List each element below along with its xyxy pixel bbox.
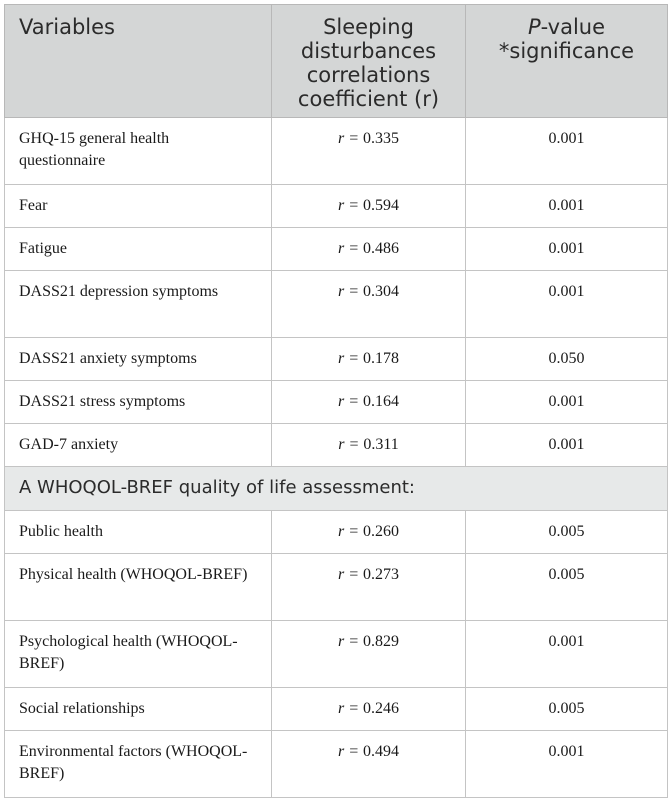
p-cell: 0.050 <box>466 338 668 381</box>
r-cell <box>272 381 466 424</box>
variable-cell: Fear <box>5 185 272 228</box>
r-prefix: r = <box>337 743 364 760</box>
r-cell <box>272 621 466 688</box>
table-row <box>5 118 668 185</box>
r-value: 0.273 <box>363 566 400 583</box>
p-cell: 0.001 <box>466 185 668 228</box>
variable-cell: DASS21 stress symptoms <box>5 381 272 424</box>
r-value: 0.829 <box>363 633 400 650</box>
variable-cell: GHQ-15 general health questionnaire <box>5 118 272 185</box>
section-row <box>5 467 668 511</box>
table-header-row <box>5 5 668 118</box>
r-prefix: r = <box>337 350 364 367</box>
r-cell <box>272 338 466 381</box>
r-value: 0.594 <box>363 197 400 214</box>
r-cell <box>272 511 466 554</box>
variable-cell: GAD-7 anxiety <box>5 424 272 467</box>
p-cell: 0.001 <box>466 731 668 798</box>
table-row <box>5 381 668 424</box>
variable-cell: Psychological health (WHOQOL-BREF) <box>5 621 272 688</box>
p-cell: 0.001 <box>466 228 668 271</box>
r-value: 0.494 <box>363 743 400 760</box>
variable-cell: Environmental factors (WHOQOL-BREF) <box>5 731 272 798</box>
header-p-value <box>466 5 668 118</box>
p-cell: 0.001 <box>466 118 668 185</box>
table-row <box>5 731 668 798</box>
p-cell: 0.001 <box>466 271 668 338</box>
r-prefix: r = <box>337 700 364 717</box>
header-correlation-coefficient: Sleeping disturbances correlations coefficient (r) <box>272 5 466 118</box>
r-cell <box>272 118 466 185</box>
p-cell: 0.001 <box>466 381 668 424</box>
p-cell: 0.001 <box>466 424 668 467</box>
table-row <box>5 621 668 688</box>
r-prefix: r = <box>337 240 364 257</box>
table-row <box>5 554 668 621</box>
table-row <box>5 338 668 381</box>
r-cell <box>272 228 466 271</box>
r-prefix: r = <box>337 566 364 583</box>
header-p-italic: P <box>527 15 541 39</box>
r-value: 0.178 <box>363 350 400 367</box>
r-cell <box>272 554 466 621</box>
variable-cell: Social relationships <box>5 688 272 731</box>
r-value: 0.164 <box>363 393 400 410</box>
table-row <box>5 228 668 271</box>
p-cell: 0.001 <box>466 621 668 688</box>
r-cell <box>272 688 466 731</box>
table-row <box>5 511 668 554</box>
r-cell <box>272 424 466 467</box>
header-p-rest: -value *significance <box>498 15 635 63</box>
r-prefix: r = <box>337 130 364 147</box>
r-value: 0.311 <box>363 436 399 453</box>
p-cell: 0.005 <box>466 688 668 731</box>
variable-cell: DASS21 depression symptoms <box>5 271 272 338</box>
variable-cell: Public health <box>5 511 272 554</box>
r-prefix: r = <box>338 436 364 453</box>
section-label: A WHOQOL-BREF quality of life assessment: <box>5 467 668 511</box>
table-row <box>5 271 668 338</box>
r-value: 0.246 <box>363 700 400 717</box>
r-prefix: r = <box>337 283 364 300</box>
r-value: 0.486 <box>363 240 400 257</box>
correlation-table <box>4 4 668 798</box>
variable-cell: Physical health (WHOQOL-BREF) <box>5 554 272 621</box>
r-prefix: r = <box>337 633 364 650</box>
r-value: 0.335 <box>363 130 400 147</box>
header-variables: Variables <box>5 5 272 118</box>
r-value: 0.304 <box>363 283 400 300</box>
variable-cell: Fatigue <box>5 228 272 271</box>
p-cell: 0.005 <box>466 554 668 621</box>
r-cell <box>272 185 466 228</box>
r-prefix: r = <box>337 393 364 410</box>
table-row <box>5 424 668 467</box>
p-cell: 0.005 <box>466 511 668 554</box>
r-cell <box>272 271 466 338</box>
r-prefix: r = <box>337 523 364 540</box>
variable-cell: DASS21 anxiety symptoms <box>5 338 272 381</box>
table-row <box>5 688 668 731</box>
table-row <box>5 185 668 228</box>
r-cell <box>272 731 466 798</box>
r-prefix: r = <box>337 197 364 214</box>
r-value: 0.260 <box>363 523 400 540</box>
